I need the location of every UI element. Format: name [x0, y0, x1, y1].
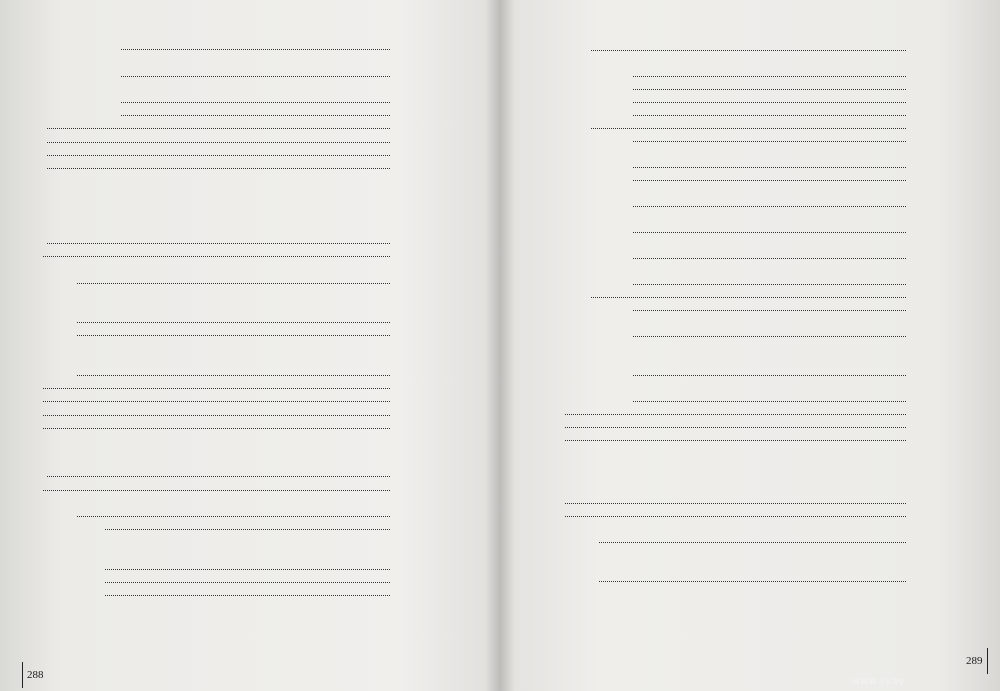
dot-leader: [633, 257, 906, 259]
dot-leader: [43, 489, 390, 491]
dot-leader: [43, 427, 390, 429]
dot-leader: [633, 205, 906, 207]
right-page: [500, 0, 1000, 691]
dot-leader: [633, 88, 906, 90]
dot-leader: [105, 594, 390, 596]
dot-leader: [47, 475, 390, 477]
page-number-right: 289: [966, 648, 988, 674]
page-number-left: 288: [22, 662, 44, 688]
dot-leader: [565, 515, 906, 517]
dot-leader: [105, 528, 390, 530]
dot-leader: [633, 283, 906, 285]
dot-leader: [633, 114, 906, 116]
dot-leader: [633, 309, 906, 311]
dot-leader: [633, 140, 906, 142]
dot-leader: [599, 580, 906, 582]
dot-leader: [633, 231, 906, 233]
dot-leader: [77, 334, 390, 336]
dot-leader: [565, 413, 906, 415]
dot-leader: [43, 414, 390, 416]
dot-leader: [121, 48, 390, 50]
dot-leader: [565, 439, 906, 441]
dot-leader: [47, 154, 390, 156]
dot-leader: [591, 49, 906, 51]
dot-leader: [47, 242, 390, 244]
dot-leader: [77, 374, 390, 376]
dot-leader: [633, 101, 906, 103]
dot-leader: [599, 541, 906, 543]
dot-leader: [565, 426, 906, 428]
dot-leader: [121, 101, 390, 103]
dot-leader: [47, 127, 390, 129]
dot-leader: [47, 141, 390, 143]
dot-leader: [105, 581, 390, 583]
dot-leader: [77, 515, 390, 517]
dot-leader: [633, 374, 906, 376]
dot-leader: [565, 502, 906, 504]
dot-leader: [633, 335, 906, 337]
dot-leader: [633, 179, 906, 181]
dot-leader: [43, 400, 390, 402]
dot-leader: [43, 387, 390, 389]
dot-leader: [105, 568, 390, 570]
dot-leader: [591, 127, 906, 129]
watermark: www.ay.by: [852, 676, 905, 687]
dot-leader: [633, 75, 906, 77]
dot-leader: [47, 167, 390, 169]
dot-leader: [633, 166, 906, 168]
dot-leader: [77, 321, 390, 323]
dot-leader: [77, 282, 390, 284]
dot-leader: [121, 114, 390, 116]
dot-leader: [43, 255, 390, 257]
dot-leader: [121, 75, 390, 77]
dot-leader: [633, 400, 906, 402]
dot-leader: [591, 296, 906, 298]
